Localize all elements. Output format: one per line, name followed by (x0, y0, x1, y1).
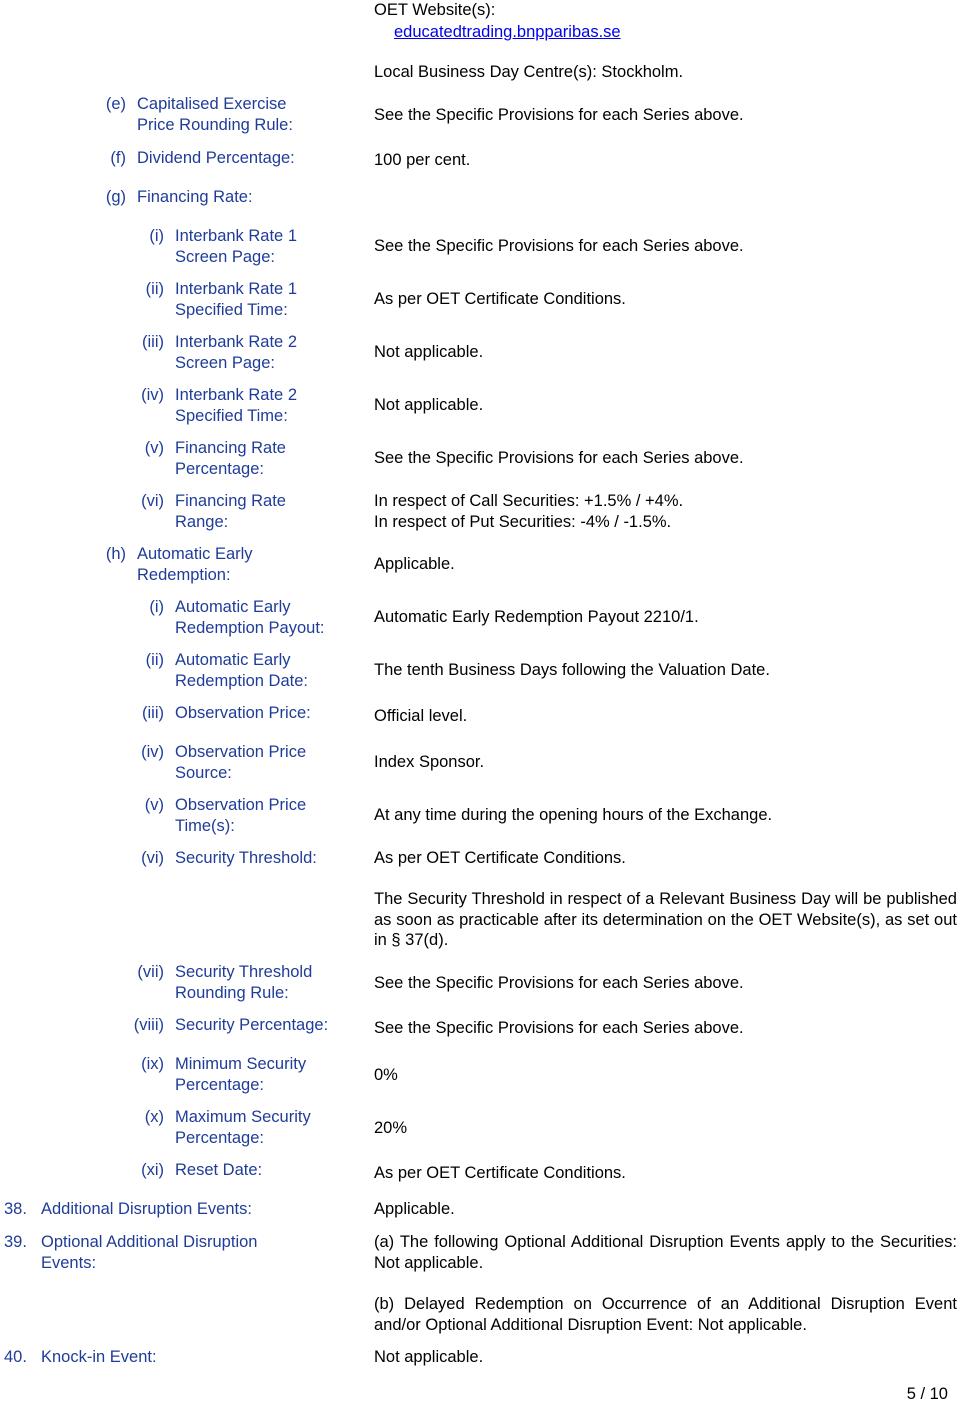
security-threshold-note: The Security Threshold in respect of a Relevant Business Day will be published as soon as practicable after its determination on the OET Website(s), as set out in § 37(d). (374, 890, 957, 949)
item-h-vii-label (175, 962, 312, 1003)
section-40-number: 40. (4, 1348, 27, 1366)
label-line: Redemption Payout: (175, 618, 325, 637)
item-g-vi-label (175, 491, 286, 532)
item-h-iv-value: Index Sponsor. (374, 753, 485, 771)
item-h-ii-number: (ii) (145, 651, 164, 669)
item-f-value: 100 per cent. (374, 151, 471, 169)
item-g-iv-value: Not applicable. (374, 396, 484, 414)
item-g-iii-number: (iii) (142, 333, 164, 351)
label-line: Percentage: (175, 1075, 264, 1094)
section-39-value-b: (b) Delayed Redemption on Occurrence of an Additional Disruption Event and/or Optional Additional Disruption Event: Not applicable. (374, 1295, 957, 1334)
item-h-x-number: (x) (144, 1108, 164, 1126)
value-line: In respect of Put Securities: -4% / -1.5%. (374, 512, 672, 531)
item-g-v-label (175, 438, 286, 479)
label-line: Interbank Rate 1 (175, 227, 297, 245)
item-h-vii-value: See the Specific Provisions for each Series above. (374, 974, 744, 992)
section-40-label: Knock-in Event: (41, 1348, 157, 1366)
item-h-i-number: (i) (149, 598, 164, 616)
item-h-ii-value: The tenth Business Days following the Valuation Date. (374, 661, 770, 679)
label-line: Financing Rate (175, 492, 286, 510)
label-line: Specified Time: (175, 406, 288, 425)
page-number: 5 / 10 (906, 1385, 948, 1403)
item-e-label-line2: Price Rounding Rule: (137, 115, 293, 134)
item-g-vi-value (374, 491, 683, 532)
item-g-label: Financing Rate: (137, 188, 253, 206)
section-39-number: 39. (4, 1233, 27, 1251)
label-line: Events: (41, 1253, 97, 1272)
item-h-ix-number: (ix) (141, 1055, 164, 1073)
label-line: Interbank Rate 2 (175, 386, 297, 404)
item-h-v-label (175, 795, 306, 836)
label-line: Automatic Early (175, 651, 291, 669)
item-h-x-label (175, 1107, 311, 1148)
item-h-vii-number: (vii) (137, 963, 164, 981)
item-h-iii-number: (iii) (142, 704, 164, 722)
item-h-vi-label: Security Threshold: (175, 849, 317, 867)
label-line: Observation Price (175, 743, 307, 761)
label-line: Financing Rate (175, 439, 286, 457)
item-h-v-value: At any time during the opening hours of the Exchange. (374, 806, 773, 824)
item-g-iv-label (175, 385, 297, 426)
item-h-x-value: 20% (374, 1119, 408, 1137)
label-line: Source: (175, 763, 232, 782)
label-line: Minimum Security (175, 1055, 307, 1073)
label-line: Specified Time: (175, 300, 288, 319)
label-line: Percentage: (175, 1128, 264, 1147)
section-39-value-a: (a) The following Optional Additional Disruption Events apply to the Securities: Not applicable. (374, 1233, 957, 1272)
item-e-number: (e) (105, 95, 126, 113)
label-line: Time(s): (175, 816, 235, 835)
local-business-day-centre: Local Business Day Centre(s): Stockholm. (374, 63, 684, 81)
item-h-xi-value: As per OET Certificate Conditions. (374, 1164, 626, 1182)
oet-websites-label: OET Website(s): (374, 1, 496, 19)
item-g-i-value: See the Specific Provisions for each Series above. (374, 237, 744, 255)
item-g-i-number: (i) (149, 227, 164, 245)
label-line: Screen Page: (175, 353, 275, 372)
item-g-i-label (175, 226, 297, 267)
label-line: Automatic Early (137, 545, 253, 563)
section-40-value: Not applicable. (374, 1348, 484, 1366)
label-line: Percentage: (175, 459, 264, 478)
item-g-vi-number: (vi) (141, 492, 164, 510)
item-f-label: Dividend Percentage: (137, 149, 295, 167)
item-f-number: (f) (110, 149, 126, 167)
item-g-iii-label (175, 332, 297, 373)
oet-website-link[interactable]: educatedtrading.bnpparibas.se (394, 23, 621, 41)
item-h-number: (h) (105, 545, 126, 563)
item-h-ix-label (175, 1054, 306, 1095)
label-line: Observation Price (175, 796, 307, 814)
label-line: Interbank Rate 2 (175, 333, 297, 351)
item-g-ii-value: As per OET Certificate Conditions. (374, 290, 626, 308)
item-g-iii-value: Not applicable. (374, 343, 484, 361)
item-g-ii-label (175, 279, 297, 320)
item-h-vi-number: (vi) (141, 849, 164, 867)
item-h-ii-label (175, 650, 308, 691)
item-e-value: See the Specific Provisions for each Series above. (374, 106, 744, 124)
item-h-viii-number: (viii) (133, 1016, 164, 1034)
label-line: Redemption: (137, 565, 231, 584)
item-h-i-label (175, 597, 325, 638)
item-h-vi-value: As per OET Certificate Conditions. (374, 849, 626, 867)
value-line: In respect of Call Securities: +1.5% / +4%. (374, 492, 684, 510)
label-line: Security Threshold (175, 963, 313, 981)
item-h-xi-label: Reset Date: (175, 1161, 263, 1179)
item-h-iii-value: Official level. (374, 707, 468, 725)
label-line: Rounding Rule: (175, 983, 289, 1002)
item-e-label (137, 94, 293, 135)
section-39-label (41, 1232, 257, 1273)
item-h-iv-label (175, 742, 306, 783)
label-line: Optional Additional Disruption (41, 1233, 258, 1251)
item-g-number: (g) (105, 188, 126, 206)
label-line: Range: (175, 512, 229, 531)
item-h-label (137, 544, 253, 585)
item-h-i-value: Automatic Early Redemption Payout 2210/1. (374, 608, 699, 626)
label-line: Interbank Rate 1 (175, 280, 297, 298)
item-e-label-line1: Capitalised Exercise (137, 95, 287, 113)
section-38-label: Additional Disruption Events: (41, 1200, 252, 1218)
item-g-ii-number: (ii) (145, 280, 164, 298)
item-h-value: Applicable. (374, 555, 455, 573)
item-h-iii-label: Observation Price: (175, 704, 311, 722)
item-h-viii-label: Security Percentage: (175, 1016, 329, 1034)
item-h-v-number: (v) (144, 796, 164, 814)
section-38-number: 38. (4, 1200, 27, 1218)
item-h-xi-number: (xi) (141, 1161, 164, 1179)
item-h-ix-value: 0% (374, 1066, 398, 1084)
label-line: Redemption Date: (175, 671, 308, 690)
item-h-viii-value: See the Specific Provisions for each Series above. (374, 1019, 744, 1037)
item-g-iv-number: (iv) (141, 386, 164, 404)
label-line: Maximum Security (175, 1108, 311, 1126)
item-g-v-value: See the Specific Provisions for each Series above. (374, 449, 744, 467)
item-g-v-number: (v) (144, 439, 164, 457)
label-line: Automatic Early (175, 598, 291, 616)
label-line: Screen Page: (175, 247, 275, 266)
item-h-iv-number: (iv) (141, 743, 164, 761)
section-38-value: Applicable. (374, 1200, 455, 1218)
